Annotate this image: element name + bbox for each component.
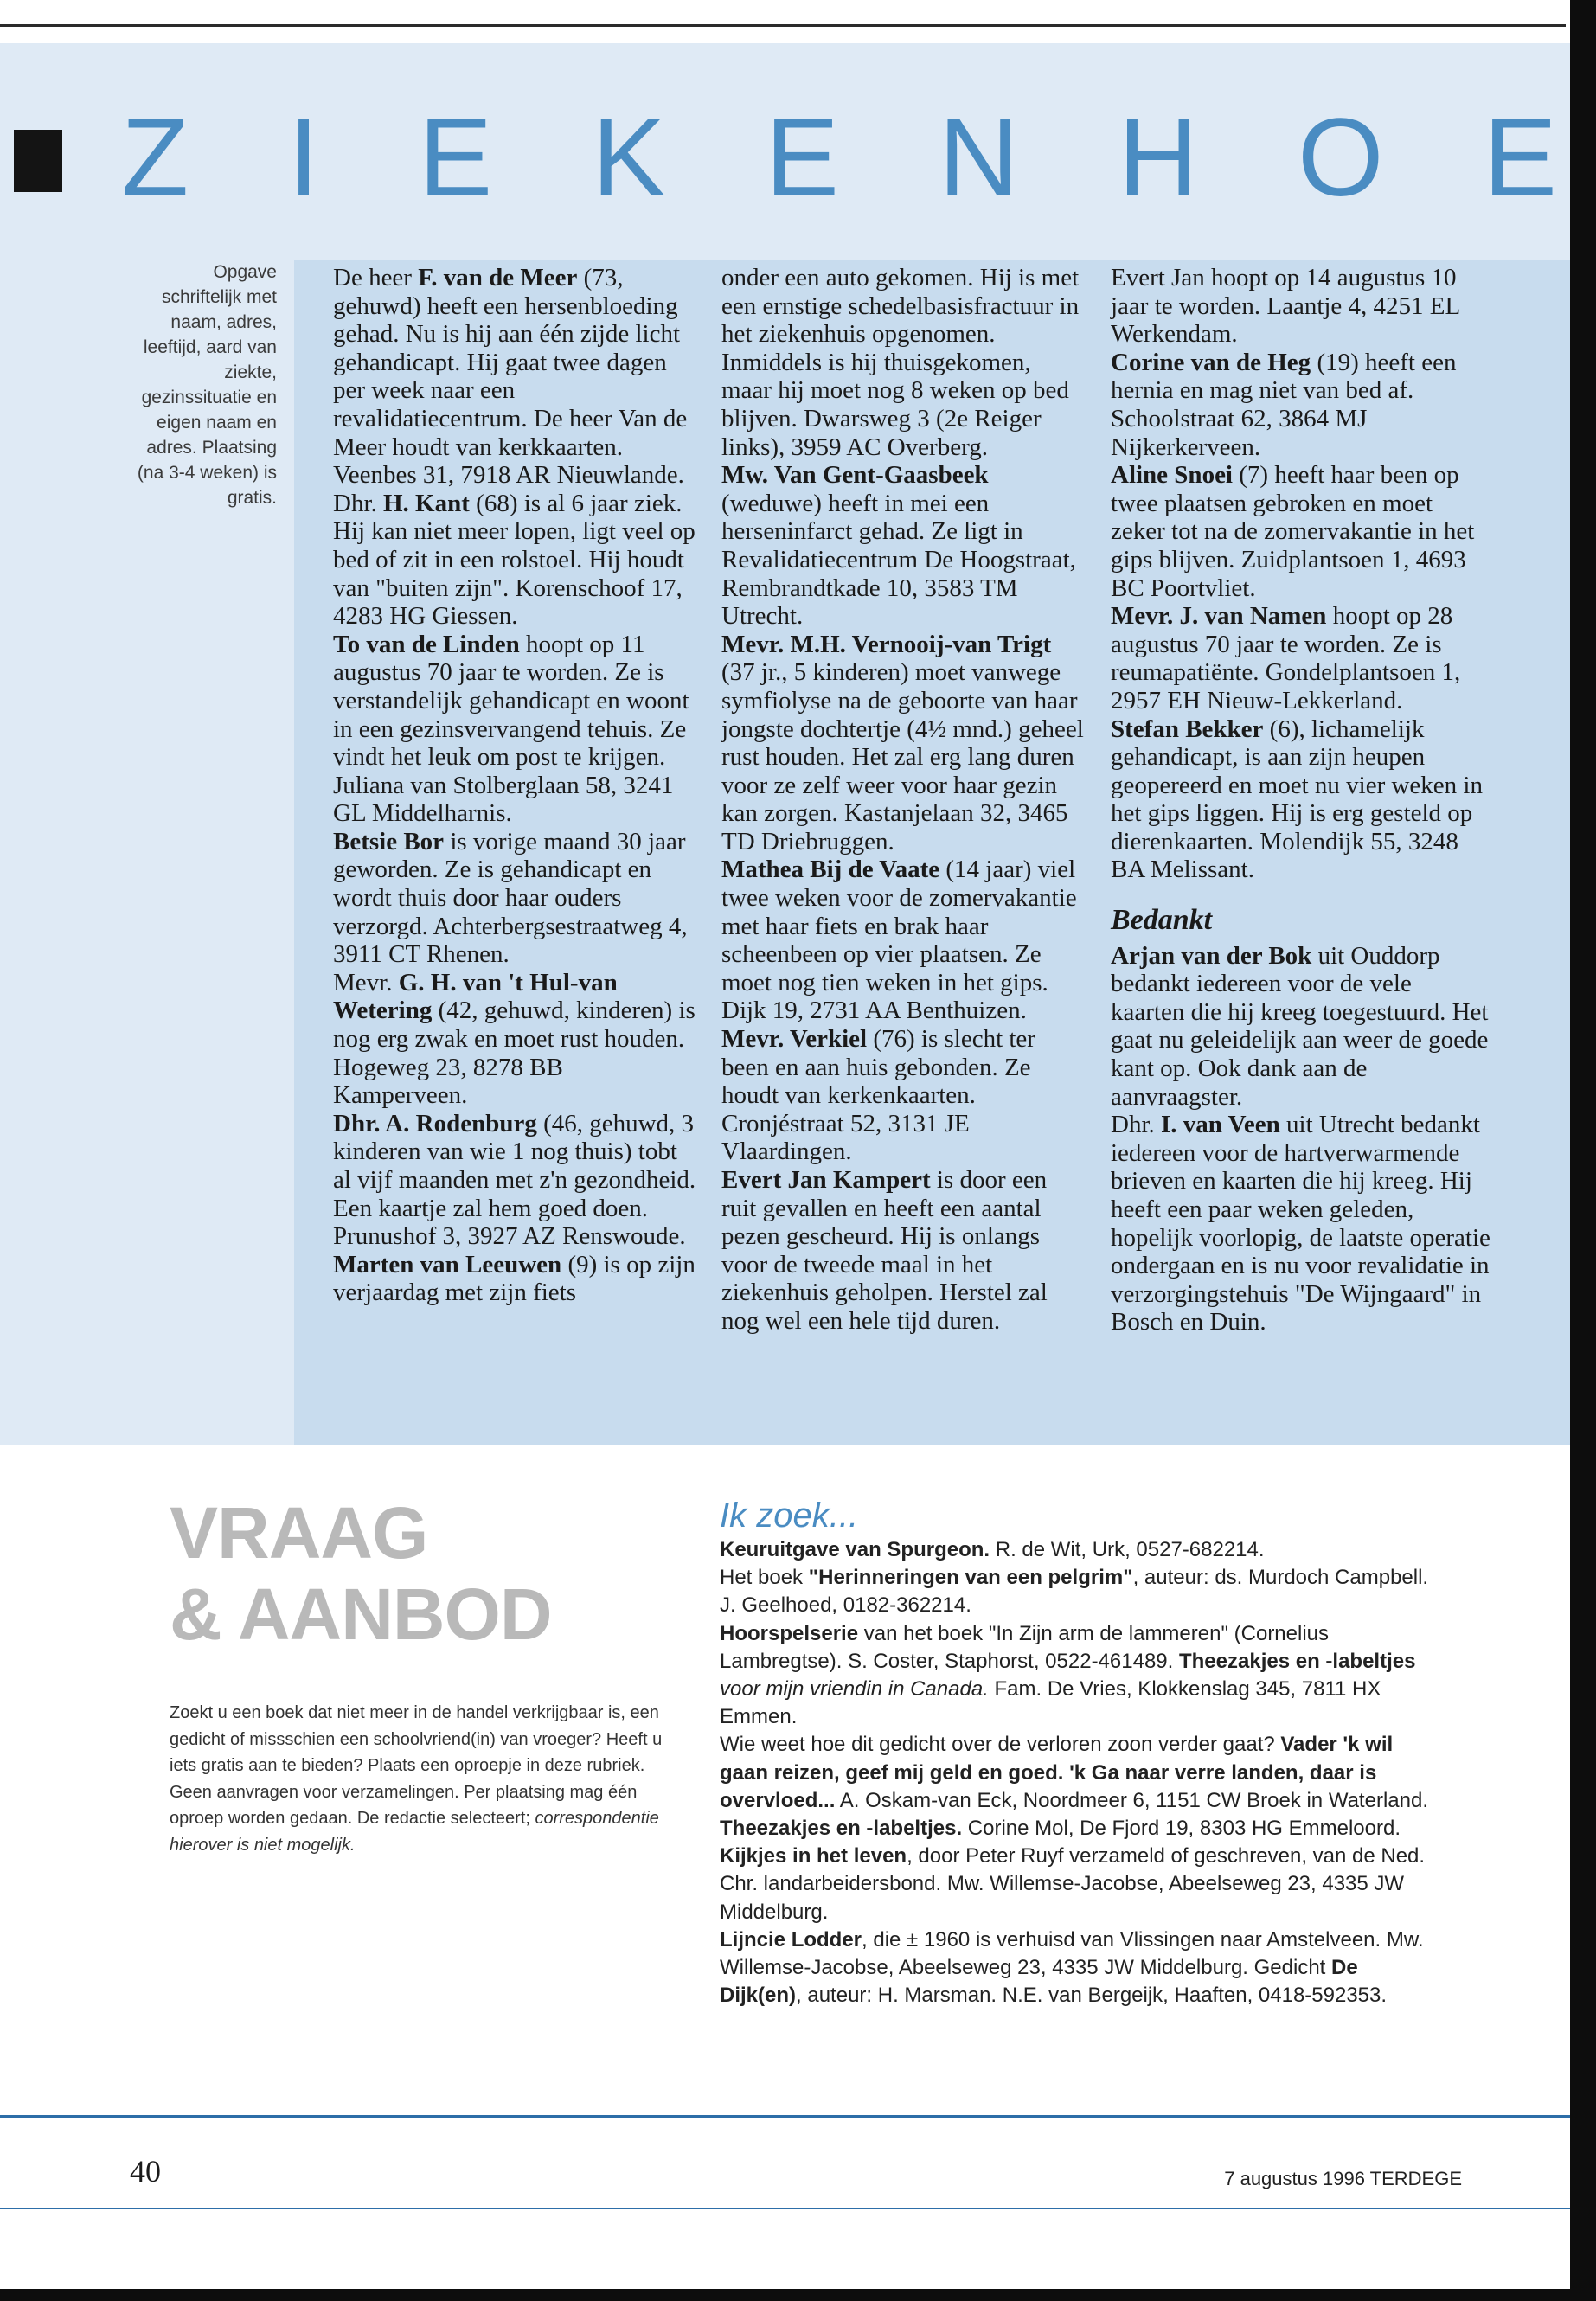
listing-title: "Herinneringen van een pelgrim": [808, 1566, 1133, 1590]
notice-text: (7) heeft haar been op twee plaatsen gebroken en moet zeker tot na de zomervakantie in het gips blijven. Zuidplantsoen 1, 4693 BC Poortvliet.: [1111, 461, 1475, 602]
listing-title: Keuruitgave van Spurgeon.: [720, 1538, 990, 1561]
notice-entry: [333, 264, 696, 490]
notice-entry: [1111, 942, 1491, 1112]
notice-text: hoopt op 28 augustus 70 jaar te worden. Ze is reumapatiënte. Gondelplantsoen 1, 2957 EH Nieuw-Lekkerland.: [1111, 602, 1461, 715]
listing-text: Het boek: [720, 1566, 809, 1590]
notice-name: Arjan van der Bok: [1111, 941, 1312, 970]
notice-text: (9) is op zijn verjaardag met zijn fiets: [333, 1250, 695, 1307]
bedankt-heading: Bedankt: [1111, 904, 1213, 937]
notice-text: Evert Jan hoopt op 14 augustus 10 jaar te worden. Laantje 4, 4251 EL Werkendam.: [1111, 264, 1460, 349]
notice-name: Mevr. Verkiel: [721, 1025, 868, 1054]
notice-entry: [1111, 264, 1491, 349]
vraag-aanbod-title: [170, 1492, 552, 1655]
notice-text: Dhr.: [333, 489, 383, 517]
notice-entry: [1111, 349, 1491, 461]
title-marker-block: [14, 130, 62, 192]
listing-text: , auteur: ds. Murdoch Campbell. J. Geelhoed, 0182-362214.: [720, 1566, 1429, 1618]
issue-date: 7 augustus 1996 TERDEGE: [1224, 2168, 1462, 2189]
notice-entry: [1111, 602, 1491, 715]
notice-entry: [333, 828, 696, 969]
notice-name: To van de Linden: [333, 630, 520, 658]
notice-entry: [333, 969, 696, 1110]
notice-name: I. van Veen: [1161, 1111, 1280, 1139]
bedankt-list: [1111, 942, 1491, 1336]
listing-entry: [720, 1564, 1438, 1619]
listing-note: voor mijn vriendin in Canada.: [720, 1677, 989, 1702]
page-number: 40: [130, 2154, 161, 2189]
listing-title: Kijkjes in het leven: [720, 1844, 907, 1868]
footer-rule-bottom: [0, 2208, 1570, 2209]
listing-text: , door Peter Ruyf verzameld of geschreven, van de Ned. Chr. landarbeidersbond. Mw. Willemse-Jacobse, Abeelseweg 23, 4335 JW Middelburg.: [720, 1844, 1426, 1924]
notice-text: (68) is al 6 jaar ziek. Hij kan niet meer lopen, ligt veel op bed of zit in een rolstoel. Hij houdt van "buiten zijn". Korenschoof 17, 4283 HG Giessen.: [333, 489, 695, 631]
notices-column-2: [721, 264, 1085, 1336]
listing-text: Corine Mol, De Fjord 19, 8303 HG Emmeloord.: [962, 1817, 1401, 1841]
notice-name: Evert Jan Kampert: [721, 1166, 931, 1194]
notice-text: Dhr.: [1111, 1111, 1161, 1139]
listing-title: Hoorspelserie: [720, 1621, 859, 1645]
listing-entry: [720, 1926, 1438, 2010]
notice-entry: [721, 856, 1085, 1025]
notice-text: is door een ruit gevallen en heeft een aantal pezen gescheurd. Hij is onlangs voor de tweede maal in het ziekenhuis geholpen. Herstel zal nog wel een hele tijd duren.: [721, 1166, 1048, 1335]
notices-column-3-list: [1111, 264, 1491, 884]
title-letter: H: [1118, 96, 1198, 220]
notice-text: (46, gehuwd, 3 kinderen van wie 1 nog thuis) tobt al vijf maanden met z'n gezondheid. Een kaartje zal hem goed doen. Prunushof 3, 3927 AZ Renswoude.: [333, 1109, 696, 1251]
notice-entry: [721, 1166, 1085, 1336]
title-letter: I: [288, 96, 319, 220]
title-letter: E: [418, 96, 493, 220]
vraag-aanbod-title-line2: & AANBOD: [170, 1574, 552, 1655]
notice-text: (73, gehuwd) heeft een hersenbloeding gehad. Nu is hij aan één zijde licht gehandicapt. Hij gaat twee dagen per week naar een revalidatiecentrum. De heer Van de Meer houdt van kerkkaarten. Veenbes 31, 7918 AR Nieuwlande.: [333, 264, 688, 490]
notice-name: G. H. van 't Hul-van Wetering: [333, 968, 618, 1025]
listing-text: Wie weet hoe dit gedicht over de verloren zoon verder gaat?: [720, 1733, 1281, 1757]
notice-text: uit Utrecht bedankt iedereen voor de hartverwarmende brieven en kaarten die hij kreeg. Hij heeft een paar weken geleden, hopelijk voorlopig, de laatste operatie ondergaan en is nu voor revalidatie in verzorgingstehuis "De Wijngaard" in Bosch en Duin.: [1111, 1111, 1490, 1336]
notice-text: (6), lichamelijk gehandicapt, is aan zijn heupen geopereerd en moet nu vier weken in het gips liggen. Hij is erg gesteld op dierenkaarten. Molendijk 55, 3248 BA Melissant.: [1111, 715, 1483, 884]
scan-edge-bottom: [0, 2289, 1596, 2301]
listing-text: R. de Wit, Urk, 0527-682214.: [990, 1538, 1265, 1561]
submission-instructions: Opgave schriftelijk met naam, adres, leeftijd, aard van ziekte, gezinssituatie en eigen naam en adres. Plaatsing (na 3-4 weken) is gratis.: [137, 262, 277, 508]
notice-name: Betsie Bor: [333, 827, 445, 856]
notice-name: Mw. Van Gent-Gaasbeek: [721, 461, 989, 490]
notice-name: H. Kant: [383, 489, 470, 517]
notice-name: Dhr. A. Rodenburg: [333, 1109, 537, 1138]
notice-name: Mevr. M.H. Vernooij-van Trigt: [721, 630, 1052, 658]
notice-name: Mathea Bij de Vaate: [721, 856, 940, 884]
notice-text: Mevr.: [333, 968, 399, 997]
notice-entry: [721, 631, 1085, 856]
title-letter: Z: [121, 96, 189, 220]
notice-entry: [1111, 461, 1491, 602]
section-title: [121, 93, 1557, 223]
notice-entry: [1111, 1111, 1491, 1336]
notices-column-3: [1111, 264, 1491, 1336]
notice-text: hoopt op 11 augustus 70 jaar te worden. Ze is verstandelijk gehandicapt en woont in een gezinsvervangend tehuis. Ze vindt het leuk om post te krijgen. Juliana van Stolberglaan 58, 3241 GL Middelharnis.: [333, 630, 689, 828]
notice-text: De heer: [333, 264, 419, 292]
notice-text: (42, gehuwd, kinderen) is nog erg zwak en moet rust houden. Hogeweg 23, 8278 BB Kamperveen.: [333, 997, 695, 1110]
title-letter: N: [939, 96, 1019, 220]
footer-rule-top: [0, 2115, 1570, 2118]
vraag-aanbod-intro-note: correspondentie hierover is niet mogelijk.: [170, 1809, 659, 1855]
notice-text: (weduwe) heeft in mei een herseninfarct gehad. Ze ligt in Revalidatiecentrum De Hoogstraat, Rembrandtkade 10, 3583 TM Utrecht.: [721, 489, 1076, 631]
notice-name: Aline Snoei: [1111, 461, 1233, 490]
notice-text: (19) heeft een hernia en mag niet van bed af. Schoolstraat 62, 3864 MJ Nijkerkerveen.: [1111, 348, 1457, 461]
listing-title: Theezakjes en -labeltjes: [1178, 1649, 1416, 1673]
title-letter: O: [1297, 96, 1384, 220]
notice-text: uit Ouddorp bedankt iedereen voor de vele kaarten die hij kreeg toegestuurd. Het gaat nu geleidelijk aan weer de goede kant op. Ook dank aan de aanvraagster.: [1111, 941, 1489, 1111]
listing-title: Lijncie Lodder: [720, 1927, 862, 1952]
notice-text: (14 jaar) viel twee weken voor de zomervakantie met haar fiets en brak haar scheenbeen op vier plaatsen. Ze moet nog tien weken in het gips. Dijk 19, 2731 AA Benthuizen.: [721, 856, 1077, 1025]
title-letter: E: [765, 96, 839, 220]
notice-text: onder een auto gekomen. Hij is met een ernstige schedelbasisfractuur in het ziekenhuis opgenomen. Inmiddels is hij thuisgekomen, maar hij moet nog 8 weken op bed blijven. Dwarsweg 3 (2e Reiger links), 3959 AC Overberg.: [721, 264, 1080, 461]
listing-text: , die ± 1960 is verhuisd van Vlissingen naar Amstelveen. Mw. Willemse-Jacobse, Abeelseweg 23, 4335 JW Middelburg. Gedicht: [720, 1927, 1424, 1980]
notice-entry: [721, 461, 1085, 631]
notice-name: Marten van Leeuwen: [333, 1250, 562, 1279]
notice-name: Stefan Bekker: [1111, 715, 1264, 743]
listing-text: , auteur: H. Marsman. N.E. van Bergeijk, Haaften, 0418-592353.: [796, 1984, 1388, 2008]
notice-entry: [333, 490, 696, 631]
notice-entry: [333, 1110, 696, 1251]
listing-text: Fam. De Vries, Klokkenslag 345, 7811 HX Emmen.: [720, 1677, 1381, 1729]
notice-text: (37 jr., 5 kinderen) moet vanwege symfiolyse na de geboorte van haar jongste dochtertje (4½ mnd.) geheel rust houden. Het zal erg lang duren voor ze zelf weer voor haar gezin kan zorgen. Kastanjelaan 32, 3465 TD Driebruggen.: [721, 658, 1084, 856]
vraag-aanbod-title-line1: VRAAG: [170, 1492, 428, 1574]
notice-entry: [333, 631, 696, 828]
listing-text: van het boek "In Zijn arm de lammeren" (Cornelius Lambregtse). S. Coster, Staphorst, 0522-461489.: [720, 1621, 1330, 1673]
listing-title: Vader 'k wil gaan reizen, geef mij geld en goed. 'k Ga naar verre landen, daar is overvloed...: [720, 1733, 1394, 1812]
notice-entry: [721, 1025, 1085, 1166]
notice-entry: [333, 1251, 696, 1307]
listing-entry: [720, 1536, 1438, 1564]
ik-zoek-list: [720, 1536, 1438, 2009]
vraag-aanbod-intro: [170, 1700, 680, 1858]
notice-name: F. van de Meer: [418, 264, 578, 292]
listing-entry: [720, 1843, 1438, 1926]
notice-text: (76) is slecht ter been en aan huis gebonden. Ze houdt van kerkenkaarten. Cronjéstraat 52, 3131 JE Vlaardingen.: [721, 1025, 1035, 1166]
notices-column-1: [333, 264, 696, 1307]
title-letter: E: [1483, 96, 1557, 220]
title-letter: K: [592, 96, 666, 220]
notice-entry: [1111, 715, 1491, 885]
notice-entry: [721, 264, 1085, 461]
notice-name: Corine van de Heg: [1111, 348, 1311, 376]
listing-text: A. Oskam-van Eck, Noordmeer 6, 1151 CW Broek in Waterland.: [835, 1788, 1428, 1812]
listing-title: Theezakjes en -labeltjes.: [720, 1817, 963, 1841]
listing-entry: [720, 1815, 1438, 1843]
ik-zoek-section: [720, 1497, 1438, 2009]
listing-entry: [720, 1620, 1438, 1732]
notice-name: Mevr. J. van Namen: [1111, 602, 1327, 631]
vraag-aanbod-intro-text: Zoekt u een boek dat niet meer in de handel verkrijgbaar is, een gedicht of missschien een schoolvriend(in) van vroeger? Heeft u iets gratis aan te bieden? Plaats een oproepje in deze rubriek. Geen aanvragen voor verzamelingen. Per plaatsing mag één oproep worden gedaan. De redactie selecteert;: [170, 1703, 663, 1828]
ik-zoek-heading: Ik zoek...: [720, 1497, 859, 1535]
top-rule: [0, 24, 1566, 27]
listing-entry: [720, 1731, 1438, 1815]
scan-edge-right: [1570, 0, 1596, 2301]
notice-text: is vorige maand 30 jaar geworden. Ze is gehandicapt en wordt thuis door haar ouders verzorgd. Achterbergsestraatweg 4, 3911 CT Rhenen.: [333, 827, 688, 969]
listing-title: De Dijk(en): [720, 1956, 1358, 2008]
